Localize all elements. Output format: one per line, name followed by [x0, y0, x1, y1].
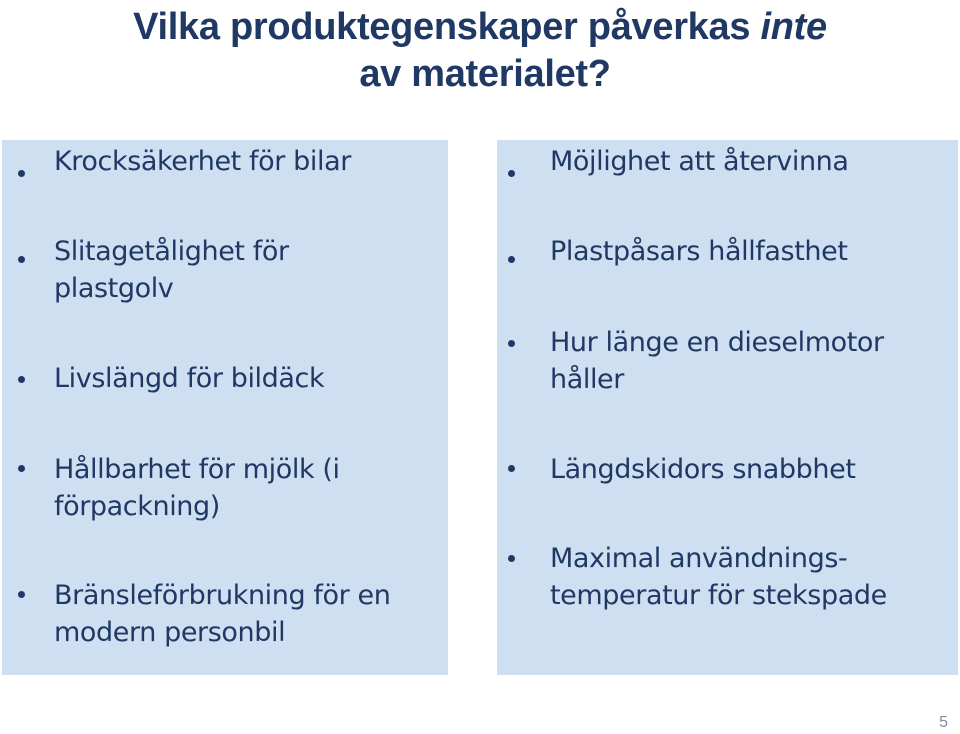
list-item: Möjlighet att återvinna [550, 146, 849, 177]
right-panel [497, 140, 958, 675]
title-emphasis: inte [760, 6, 827, 48]
list-item: Krocksäkerhet för bilar [54, 146, 351, 177]
list-item: Längdskidors snabbhet [550, 454, 856, 485]
bullet-icon [18, 170, 25, 177]
slide-title [0, 4, 960, 98]
list-item: Plastpåsars hållfasthet [550, 236, 848, 267]
bullet-icon [508, 465, 515, 472]
list-item: Slitagetålighet för plastgolv [54, 236, 289, 304]
title-text: Vilka produktegenskaper påverkas [133, 6, 751, 48]
bullet-icon [508, 555, 515, 562]
list-item: Bränsleförbrukning för en modern personbil [54, 580, 391, 648]
slide-title-line-2: av materialet? [359, 53, 611, 95]
list-item: Hållbarhet för mjölk (i förpackning) [54, 454, 340, 522]
page-number: 5 [939, 714, 948, 731]
list-item: Maximal användnings-temperatur för stekspade [550, 543, 887, 611]
bullet-icon [508, 256, 515, 263]
bullet-icon [18, 376, 25, 383]
bullet-icon [508, 340, 515, 347]
bullet-icon [508, 170, 515, 177]
bullet-icon [18, 256, 25, 263]
bullet-icon [18, 591, 25, 598]
list-item: Livslängd för bildäck [54, 363, 325, 394]
slide-title-line-1 [0, 4, 960, 51]
bullet-icon [18, 465, 25, 472]
left-panel [2, 140, 448, 675]
list-item: Hur länge en dieselmotor håller [550, 327, 884, 395]
